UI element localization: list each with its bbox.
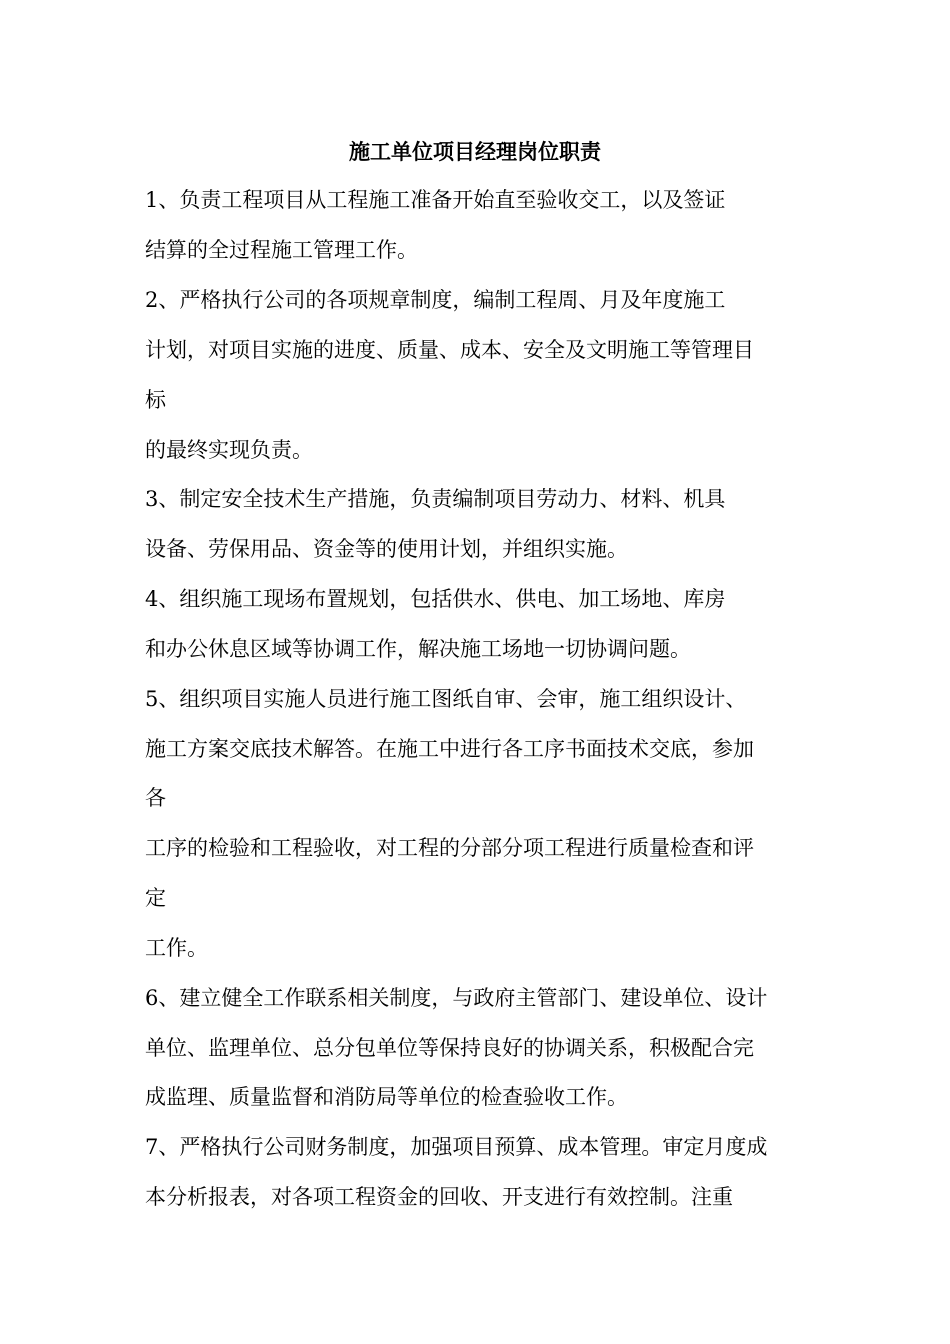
document-title: 施工单位项目经理岗位职责 bbox=[349, 139, 601, 164]
text-line: 的最终实现负责。 bbox=[145, 438, 313, 462]
text-line: 4、组织施工现场布置规划，包括供水、供电、加工场地、库房 bbox=[145, 587, 726, 611]
text-line: 计划，对项目实施的进度、质量、成本、安全及文明施工等管理目 bbox=[145, 338, 754, 362]
text-line: 工作。 bbox=[145, 936, 208, 960]
text-line: 结算的全过程施工管理工作。 bbox=[145, 238, 418, 262]
text-line: 设备、劳保用品、资金等的使用计划，并组织实施。 bbox=[145, 537, 628, 561]
text-line: 7、严格执行公司财务制度，加强项目预算、成本管理。审定月度成 bbox=[145, 1135, 768, 1159]
text-line: 和办公休息区域等协调工作，解决施工场地一切协调问题。 bbox=[145, 637, 691, 661]
text-line: 各 bbox=[145, 786, 166, 810]
text-line: 本分析报表，对各项工程资金的回收、开支进行有效控制。注重 bbox=[145, 1185, 733, 1209]
text-line: 5、组织项目实施人员进行施工图纸自审、会审，施工组织设计、 bbox=[145, 687, 747, 711]
text-line: 施工方案交底技术解答。在施工中进行各工序书面技术交底，参加 bbox=[145, 737, 754, 761]
text-line: 成监理、质量监督和消防局等单位的检查验收工作。 bbox=[145, 1085, 628, 1109]
text-line: 3、制定安全技术生产措施，负责编制项目劳动力、材料、机具 bbox=[145, 487, 726, 511]
text-line: 工序的检验和工程验收，对工程的分部分项工程进行质量检查和评 bbox=[145, 836, 754, 860]
text-line: 6、建立健全工作联系相关制度，与政府主管部门、建设单位、设计 bbox=[145, 986, 768, 1010]
text-line: 1、负责工程项目从工程施工准备开始直至验收交工，以及签证 bbox=[145, 188, 726, 212]
text-line: 2、严格执行公司的各项规章制度，编制工程周、月及年度施工 bbox=[145, 288, 726, 312]
text-line: 定 bbox=[145, 886, 166, 910]
text-line: 单位、监理单位、总分包单位等保持良好的协调关系，积极配合完 bbox=[145, 1036, 754, 1060]
text-line: 标 bbox=[145, 388, 166, 412]
